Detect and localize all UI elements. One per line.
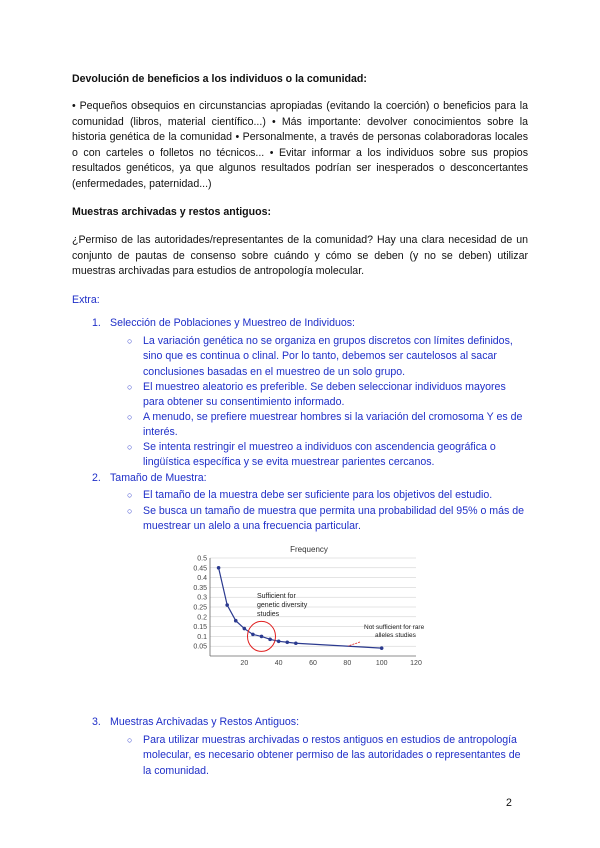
bullet-circle: ○ xyxy=(127,442,133,452)
annotation-text: alleles studies xyxy=(375,632,416,639)
y-tick-label: 0.25 xyxy=(193,604,207,612)
y-tick-label: 0.45 xyxy=(193,565,207,573)
annotation-arrow xyxy=(348,642,360,646)
data-point xyxy=(251,633,255,637)
list-item: La variación genética no se organiza en grupos discretos con límites definidos, sino que es continua o clinal. Por lo tanto, debemos ser cautelosos al sacar conclusiones basadas en el muestreo de un solo grupo. xyxy=(143,335,513,378)
x-tick-label: 60 xyxy=(309,660,317,667)
list-item-title: Muestras Archivadas y Restos Antiguos: xyxy=(110,716,300,728)
annotation-text: studies xyxy=(257,611,280,618)
data-point xyxy=(380,646,384,650)
list-item: Se intenta restringir el muestreo a individuos con ascendencia geográfica o lingüística específica y se evita muestrear parientes cercanos. xyxy=(143,441,496,469)
data-point xyxy=(243,627,247,631)
x-axis-ticks xyxy=(240,660,422,667)
list-number: 3. xyxy=(92,716,101,728)
y-tick-label: 0.4 xyxy=(197,575,207,583)
list-item: A menudo, se prefiere muestrear hombres si la variación del cromosoma Y es de interés. xyxy=(143,411,523,439)
y-tick-label: 0.2 xyxy=(197,614,207,622)
bullet-circle: ○ xyxy=(127,336,133,346)
annotation-text: Sufficient for xyxy=(257,593,296,600)
frequency-chart xyxy=(172,540,428,675)
annotation-text: Not sufficient for rare xyxy=(364,624,425,631)
paragraph-benefits: • Pequeños obsequios en circunstancias apropiadas (evitando la coerción) o beneficios para la comunidad (libros, material científico...) • Más importante: devolver conocimientos sobre la historia genética de la comunidad • Personalmente, a través de personas colaboradoras locales o con carteles o folletos no técnicos... • Evitar informar a los individuos sobre sus propios resultados genéticos, ya que algunos resultados podrían ser inesperados o desconcertantes (enfermedades, paternidad...) xyxy=(72,100,528,190)
list-number: 1. xyxy=(92,317,101,329)
y-tick-label: 0.05 xyxy=(193,643,207,651)
list-item: El tamaño de la muestra debe ser suficiente para los objetivos del estudio. xyxy=(143,489,493,501)
paragraph-archived-samples: ¿Permiso de las autoridades/representantes de la comunidad? Hay una clara necesidad de un conjunto de pautas de consenso sobre cuándo y cómo se deben (y no se deben) utilizar muestras archivadas para estudios de antropología molecular. xyxy=(72,234,528,278)
list-item: Se busca un tamaño de muestra que permita una probabilidad del 95% o más de muestrear un alelo a una frecuencia particular. xyxy=(143,505,525,533)
annotation-not-sufficient xyxy=(348,624,425,646)
list-item: Para utilizar muestras archivadas o restos antiguos en estudios de antropología molecular, es necesario obtener permiso de las autoridades o representantes de la comunidad. xyxy=(143,734,521,777)
data-point xyxy=(268,638,272,642)
page-number: 2 xyxy=(506,797,512,809)
y-tick-label: 0.5 xyxy=(197,555,207,563)
data-point xyxy=(294,641,298,645)
bullet-circle: ○ xyxy=(127,735,133,745)
y-axis-ticks xyxy=(193,556,207,651)
bullet-circle: ○ xyxy=(127,412,133,422)
bullet-circle: ○ xyxy=(127,506,133,516)
chart-title: Frequency xyxy=(290,545,328,554)
annotation-text: genetic diversity xyxy=(257,602,308,609)
y-tick-label: 0.3 xyxy=(197,594,207,602)
data-point xyxy=(217,566,221,570)
list-item-title: Tamaño de Muestra: xyxy=(110,472,207,484)
x-tick-label: 80 xyxy=(343,660,352,667)
x-tick-label: 20 xyxy=(240,660,249,667)
x-tick-label: 120 xyxy=(410,660,422,667)
bullet-circle: ○ xyxy=(127,490,133,500)
section-heading-archived-samples: Muestras archivadas y restos antiguos: xyxy=(72,206,272,218)
list-item-title: Selección de Poblaciones y Muestreo de Individuos: xyxy=(110,317,355,329)
data-point xyxy=(277,640,281,644)
x-tick-label: 100 xyxy=(375,660,388,667)
annotation-sufficient xyxy=(257,593,308,618)
data-point xyxy=(260,635,264,639)
bullet-circle: ○ xyxy=(127,382,133,392)
data-point xyxy=(225,603,229,607)
data-point xyxy=(234,619,238,623)
y-tick-label: 0.1 xyxy=(197,633,207,641)
data-point xyxy=(285,640,289,644)
x-tick-label: 40 xyxy=(274,660,283,667)
list-number: 2. xyxy=(92,472,101,484)
y-tick-label: 0.35 xyxy=(193,584,207,592)
y-tick-label: 0.15 xyxy=(193,624,207,632)
list-item: El muestreo aleatorio es preferible. Se deben seleccionar individuos mayores para obtener su consentimiento informado. xyxy=(143,381,506,409)
extra-label: Extra: xyxy=(72,294,100,306)
section-heading-benefits: Devolución de beneficios a los individuos o la comunidad: xyxy=(72,73,367,85)
